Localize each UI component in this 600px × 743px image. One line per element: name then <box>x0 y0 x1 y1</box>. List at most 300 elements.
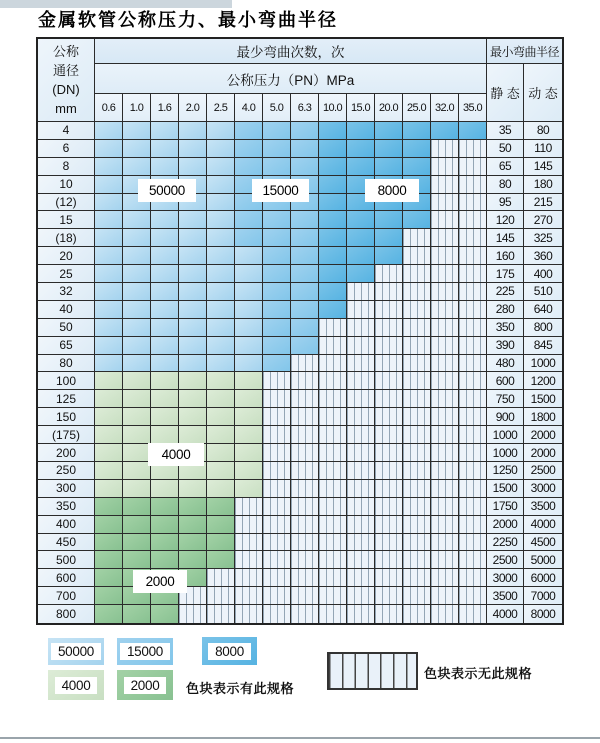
spec-cell <box>375 569 403 587</box>
dynamic-value-cell: 2000 <box>524 444 562 462</box>
dn-cell: 15 <box>38 211 95 229</box>
pressure-header-row <box>95 94 487 122</box>
spec-cell <box>375 158 403 176</box>
spec-cell <box>263 319 291 337</box>
spec-cell <box>123 319 151 337</box>
static-value-cell: 390 <box>487 337 524 355</box>
spec-cell <box>123 534 151 552</box>
spec-cell <box>263 301 291 319</box>
spec-cell <box>235 319 263 337</box>
spec-cell <box>347 229 375 247</box>
spec-cell <box>375 408 403 426</box>
spec-cell <box>459 408 487 426</box>
spec-cell <box>207 140 235 158</box>
dn-cell: 300 <box>38 480 95 498</box>
spec-cell <box>291 587 319 605</box>
spec-cell <box>95 426 123 444</box>
dn-cell: (18) <box>38 229 95 247</box>
legend-swatch-value: 15000 <box>120 643 170 660</box>
spec-cell <box>95 158 123 176</box>
spec-cell <box>403 283 431 301</box>
spec-cell <box>319 265 347 283</box>
spec-cell <box>347 211 375 229</box>
dynamic-value-cell: 270 <box>524 211 562 229</box>
spec-cell <box>403 247 431 265</box>
spec-cell <box>179 265 207 283</box>
spec-cell <box>347 140 375 158</box>
spec-cell <box>179 122 207 140</box>
spec-cell <box>95 480 123 498</box>
spec-cell <box>431 390 459 408</box>
spec-cell <box>459 534 487 552</box>
spec-cell <box>235 229 263 247</box>
legend-swatch-2000 <box>117 670 173 700</box>
spec-cell <box>263 444 291 462</box>
static-value-cell: 225 <box>487 283 524 301</box>
spec-cell <box>123 265 151 283</box>
spec-cell <box>263 140 291 158</box>
spec-cell <box>291 158 319 176</box>
dynamic-value-cell: 5000 <box>524 551 562 569</box>
static-value-cell: 1000 <box>487 444 524 462</box>
legend-swatch-8000 <box>202 637 257 665</box>
spec-cell <box>151 301 179 319</box>
dynamic-value-cell: 80 <box>524 122 562 140</box>
spec-cell <box>179 605 207 623</box>
spec-cell <box>207 390 235 408</box>
static-value-cell: 1750 <box>487 498 524 516</box>
spec-cell <box>375 265 403 283</box>
static-value-cell: 2250 <box>487 534 524 552</box>
spec-cell <box>95 516 123 534</box>
static-value-cell: 900 <box>487 408 524 426</box>
zone-cycles-label: 2000 <box>133 570 187 593</box>
dn-cell: 65 <box>38 337 95 355</box>
spec-cell <box>403 319 431 337</box>
spec-cell <box>375 337 403 355</box>
spec-cell <box>431 301 459 319</box>
dn-cell: 32 <box>38 283 95 301</box>
spec-cell <box>459 194 487 212</box>
spec-cell <box>263 516 291 534</box>
dn-header-line: 通径 <box>52 63 79 78</box>
spec-cell <box>235 605 263 623</box>
dn-cell: 100 <box>38 372 95 390</box>
dynamic-value-cell: 215 <box>524 194 562 212</box>
static-value-cell: 160 <box>487 247 524 265</box>
spec-cell <box>263 283 291 301</box>
spec-cell <box>95 390 123 408</box>
spec-cell <box>179 408 207 426</box>
spec-cell <box>207 408 235 426</box>
spec-cell <box>123 355 151 373</box>
spec-cell <box>375 355 403 373</box>
spec-cell <box>207 176 235 194</box>
dn-header-line: (DN) <box>52 82 80 97</box>
spec-cell <box>431 408 459 426</box>
spec-cell <box>235 551 263 569</box>
spec-cell <box>95 408 123 426</box>
min-bend-radius-header: 最小弯曲半径 <box>487 39 562 64</box>
spec-cell <box>375 390 403 408</box>
spec-cell <box>403 516 431 534</box>
spec-cell <box>319 480 347 498</box>
spec-cell <box>375 229 403 247</box>
spec-cell <box>151 498 179 516</box>
spec-cell <box>207 355 235 373</box>
spec-cell <box>235 211 263 229</box>
min-bend-cycles-header: 最少弯曲次数，次 <box>95 39 487 64</box>
spec-cell <box>291 480 319 498</box>
spec-cell <box>319 534 347 552</box>
legend-has-spec-text: 色块表示有此规格 <box>186 681 295 696</box>
spec-cell <box>291 569 319 587</box>
dn-cell: 400 <box>38 516 95 534</box>
spec-cell <box>347 480 375 498</box>
spec-cell <box>95 229 123 247</box>
spec-cell <box>179 229 207 247</box>
dn-cell: 10 <box>38 176 95 194</box>
spec-cell <box>151 247 179 265</box>
static-value-cell: 2000 <box>487 516 524 534</box>
dynamic-value-cell: 3000 <box>524 480 562 498</box>
spec-cell <box>123 372 151 390</box>
spec-cell <box>123 229 151 247</box>
spec-cell <box>263 605 291 623</box>
spec-cell <box>95 176 123 194</box>
spec-cell <box>431 283 459 301</box>
spec-cell <box>207 444 235 462</box>
spec-cell <box>291 229 319 247</box>
spec-cell <box>207 516 235 534</box>
spec-cell <box>123 283 151 301</box>
spec-cell <box>459 444 487 462</box>
spec-cell <box>179 158 207 176</box>
dn-cell: 8 <box>38 158 95 176</box>
dynamic-value-cell: 2500 <box>524 462 562 480</box>
spec-cell <box>263 247 291 265</box>
static-value-cell: 35 <box>487 122 524 140</box>
dynamic-value-cell: 1500 <box>524 390 562 408</box>
spec-cell <box>291 498 319 516</box>
spec-cell <box>291 444 319 462</box>
spec-cell <box>95 534 123 552</box>
spec-cell <box>291 390 319 408</box>
spec-cell <box>347 283 375 301</box>
spec-cell <box>207 498 235 516</box>
pressure-header-cell: 32.0 <box>431 94 459 122</box>
spec-cell <box>403 462 431 480</box>
dn-cell: 40 <box>38 301 95 319</box>
spec-cell <box>403 301 431 319</box>
spec-cell <box>207 122 235 140</box>
spec-cell <box>207 319 235 337</box>
dynamic-value-cell: 8000 <box>524 605 562 623</box>
dn-header-line: mm <box>55 101 77 116</box>
spec-cell <box>319 337 347 355</box>
spec-cell <box>459 229 487 247</box>
spec-cell <box>459 211 487 229</box>
spec-cell <box>403 498 431 516</box>
static-value-cell: 1000 <box>487 426 524 444</box>
spec-cell <box>263 390 291 408</box>
spec-cell <box>123 247 151 265</box>
spec-cell <box>403 355 431 373</box>
spec-cell <box>319 408 347 426</box>
spec-cell <box>95 498 123 516</box>
spec-cell <box>235 444 263 462</box>
spec-cell <box>235 534 263 552</box>
spec-cell <box>235 355 263 373</box>
dynamic-value-cell: 1800 <box>524 408 562 426</box>
spec-cell <box>151 390 179 408</box>
spec-cell <box>235 480 263 498</box>
dynamic-value-cell: 3500 <box>524 498 562 516</box>
static-value-cell: 280 <box>487 301 524 319</box>
spec-cell <box>291 605 319 623</box>
dynamic-value-cell: 145 <box>524 158 562 176</box>
spec-cell <box>151 283 179 301</box>
spec-cell <box>179 301 207 319</box>
spec-cell <box>95 372 123 390</box>
spec-cell <box>403 551 431 569</box>
spec-cell <box>375 516 403 534</box>
pressure-header-cell: 5.0 <box>263 94 291 122</box>
spec-cell <box>179 140 207 158</box>
spec-cell <box>179 516 207 534</box>
spec-cell <box>375 444 403 462</box>
spec-cell <box>207 194 235 212</box>
dynamic-value-cell: 845 <box>524 337 562 355</box>
spec-cell <box>123 408 151 426</box>
spec-cell <box>179 211 207 229</box>
zone-cycles-label: 8000 <box>365 179 419 202</box>
spec-cell <box>291 551 319 569</box>
spec-cell <box>291 265 319 283</box>
spec-cell <box>431 176 459 194</box>
dn-cell: 600 <box>38 569 95 587</box>
spec-cell <box>431 587 459 605</box>
spec-cell <box>403 122 431 140</box>
spec-cell <box>123 444 151 462</box>
spec-cell <box>291 534 319 552</box>
spec-cell <box>347 265 375 283</box>
spec-cell <box>347 247 375 265</box>
spec-cell <box>319 301 347 319</box>
spec-cell <box>459 247 487 265</box>
spec-cell <box>263 229 291 247</box>
dynamic-value-cell: 7000 <box>524 587 562 605</box>
spec-cell <box>431 211 459 229</box>
spec-cell <box>431 444 459 462</box>
spec-cell <box>207 283 235 301</box>
spec-cell <box>95 462 123 480</box>
legend-swatch-50000 <box>48 638 104 665</box>
spec-cell <box>151 480 179 498</box>
zone-cycles-label: 50000 <box>138 179 196 202</box>
spec-cell <box>291 372 319 390</box>
spec-cell <box>151 229 179 247</box>
spec-cell <box>459 605 487 623</box>
pressure-header-cell: 1.0 <box>123 94 151 122</box>
spec-cell <box>235 408 263 426</box>
spec-cell <box>207 337 235 355</box>
dn-cell: 500 <box>38 551 95 569</box>
spec-cell <box>235 158 263 176</box>
dn-cell: 250 <box>38 462 95 480</box>
spec-cell <box>151 534 179 552</box>
spec-cell <box>207 462 235 480</box>
spec-cell <box>151 122 179 140</box>
spec-cell <box>151 158 179 176</box>
spec-cell <box>95 319 123 337</box>
spec-cell <box>319 498 347 516</box>
spec-table <box>36 37 564 625</box>
spec-cell <box>375 480 403 498</box>
spec-cell <box>319 551 347 569</box>
spec-cell <box>319 426 347 444</box>
spec-cell <box>95 211 123 229</box>
spec-cell <box>235 140 263 158</box>
pressure-header-cell: 20.0 <box>375 94 403 122</box>
spec-cell <box>235 462 263 480</box>
dynamic-value-cell: 1200 <box>524 372 562 390</box>
spec-cell <box>459 480 487 498</box>
spec-cell <box>403 534 431 552</box>
spec-cell <box>235 301 263 319</box>
spec-cell <box>207 587 235 605</box>
spec-cell <box>123 480 151 498</box>
spec-cell <box>263 426 291 444</box>
spec-cell <box>263 211 291 229</box>
spec-cell <box>179 390 207 408</box>
spec-cell <box>431 516 459 534</box>
spec-cell <box>459 122 487 140</box>
spec-cell <box>207 480 235 498</box>
spec-cell <box>375 301 403 319</box>
spec-cell <box>319 355 347 373</box>
spec-cell <box>403 587 431 605</box>
dn-cell: 50 <box>38 319 95 337</box>
spec-cell <box>375 211 403 229</box>
spec-cell <box>319 283 347 301</box>
spec-cell <box>151 265 179 283</box>
legend-no-spec-swatch <box>327 652 418 690</box>
spec-cell <box>207 301 235 319</box>
spec-cell <box>431 569 459 587</box>
spec-cell <box>375 498 403 516</box>
spec-cell <box>235 426 263 444</box>
spec-cell <box>235 569 263 587</box>
legend-swatch-value: 50000 <box>51 643 101 660</box>
spec-cell <box>375 534 403 552</box>
legend-swatch-4000 <box>48 670 104 700</box>
static-value-cell: 145 <box>487 229 524 247</box>
spec-cell <box>431 194 459 212</box>
dn-cell: 125 <box>38 390 95 408</box>
spec-cell <box>347 337 375 355</box>
spec-cell <box>179 551 207 569</box>
spec-cell <box>459 158 487 176</box>
spec-cell <box>123 122 151 140</box>
spec-cell <box>347 355 375 373</box>
spec-cell <box>431 122 459 140</box>
spec-cell <box>151 426 179 444</box>
dynamic-value-cell: 110 <box>524 140 562 158</box>
spec-cell <box>319 587 347 605</box>
spec-cell <box>179 372 207 390</box>
spec-cell <box>235 122 263 140</box>
spec-cell <box>403 265 431 283</box>
spec-cell <box>459 587 487 605</box>
spec-cell <box>403 426 431 444</box>
spec-cell <box>403 158 431 176</box>
spec-cell <box>263 587 291 605</box>
dn-cell: 6 <box>38 140 95 158</box>
spec-cell <box>375 426 403 444</box>
dynamic-column-header: 动 态 <box>524 64 562 122</box>
spec-cell <box>151 551 179 569</box>
dn-cell: 700 <box>38 587 95 605</box>
dynamic-value-cell: 6000 <box>524 569 562 587</box>
spec-cell <box>459 372 487 390</box>
spec-cell <box>403 140 431 158</box>
spec-cell <box>319 158 347 176</box>
static-value-cell: 1500 <box>487 480 524 498</box>
dynamic-value-cell: 360 <box>524 247 562 265</box>
spec-cell <box>95 444 123 462</box>
legend <box>0 630 600 730</box>
spec-cell <box>263 480 291 498</box>
spec-cell <box>459 462 487 480</box>
spec-cell <box>95 247 123 265</box>
spec-cell <box>431 498 459 516</box>
spec-cell <box>123 426 151 444</box>
static-value-cell: 350 <box>487 319 524 337</box>
spec-cell <box>263 122 291 140</box>
dn-cell: 80 <box>38 355 95 373</box>
spec-cell <box>95 301 123 319</box>
spec-cell <box>235 498 263 516</box>
spec-cell <box>319 390 347 408</box>
spec-cell <box>291 319 319 337</box>
static-value-cell: 3500 <box>487 587 524 605</box>
spec-cell <box>263 462 291 480</box>
spec-cell <box>347 569 375 587</box>
spec-cell <box>347 498 375 516</box>
spec-cell <box>123 462 151 480</box>
spec-cell <box>235 247 263 265</box>
spec-cell <box>431 337 459 355</box>
dynamic-value-cell: 510 <box>524 283 562 301</box>
spec-cell <box>319 444 347 462</box>
spec-cell <box>319 372 347 390</box>
static-value-cell: 2500 <box>487 551 524 569</box>
spec-cell <box>375 247 403 265</box>
spec-cell <box>375 605 403 623</box>
spec-cell <box>459 355 487 373</box>
spec-cell <box>179 480 207 498</box>
spec-cell <box>235 265 263 283</box>
spec-cell <box>123 551 151 569</box>
spec-cell <box>347 534 375 552</box>
spec-cell <box>291 516 319 534</box>
spec-cell <box>207 605 235 623</box>
spec-cell <box>263 498 291 516</box>
spec-cell <box>319 462 347 480</box>
spec-cell <box>179 355 207 373</box>
spec-cell <box>319 229 347 247</box>
